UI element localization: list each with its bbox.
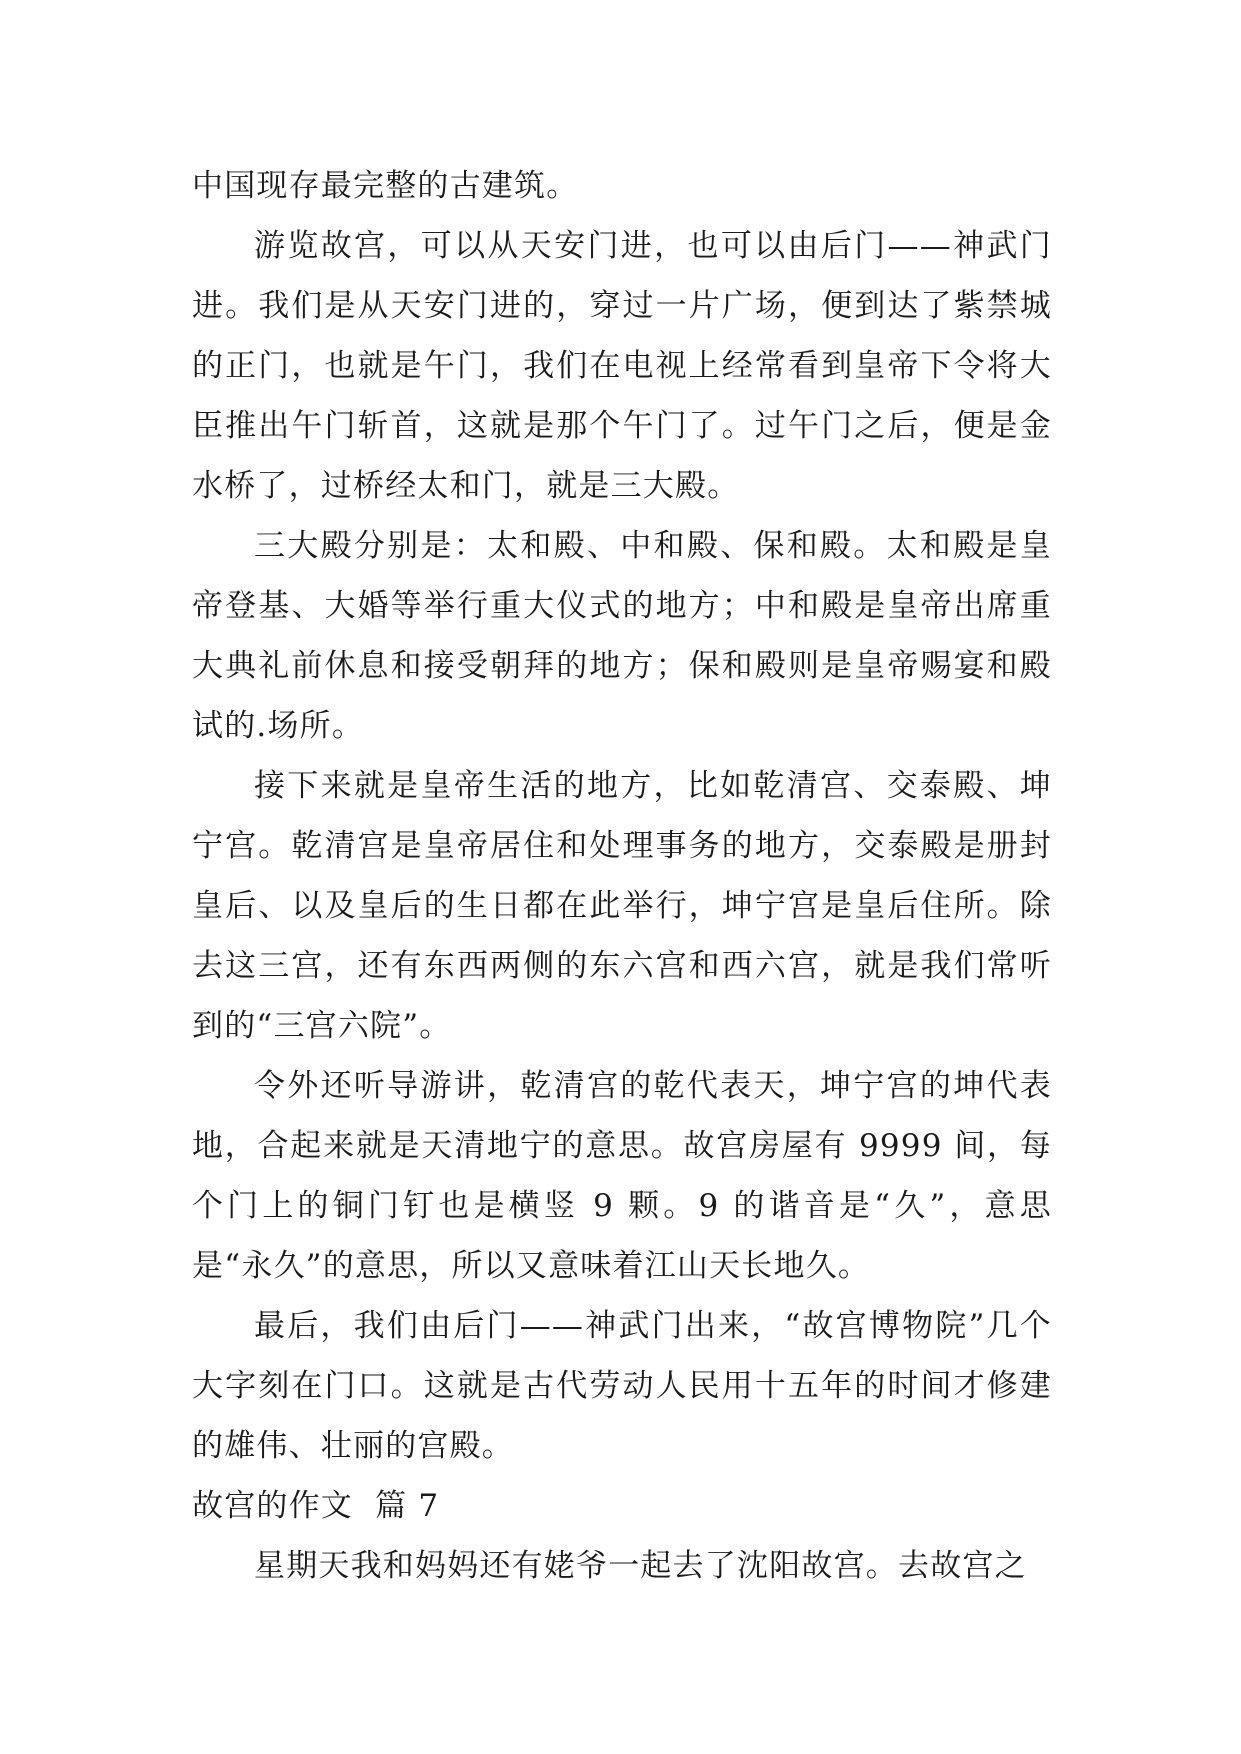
section-heading: 故宫的作文 篇 7: [192, 1488, 440, 1524]
paragraph-5: 令外还听导游讲，乾清宫的乾代表天，坤宁宫的坤代表地，合起来就是天清地宁的意思。故宫房屋有 9999 间，每个门上的铜门钉也是横竖 9 颗。9 的谐音是“久”，意思是“永久”的意思，所以又意味着江山天长地久。: [192, 1068, 1052, 1284]
paragraph-2: 游览故宫，可以从天安门进，也可以由后门——神武门进。我们是从天安门进的，穿过一片广场，便到达了紫禁城的正门，也就是午门，我们在电视上经常看到皇帝下令将大臣推出午门斩首，这就是那个午门了。过午门之后，便是金水桥了，过桥经太和门，就是三大殿。: [192, 228, 1052, 504]
document-body: [192, 156, 1052, 1596]
paragraph-7: 星期天我和妈妈还有姥爷一起去了沈阳故宫。去故宫之: [254, 1548, 1027, 1584]
paragraph-4: 接下来就是皇帝生活的地方，比如乾清宫、交泰殿、坤宁宫。乾清宫是皇帝居住和处理事务的地方，交泰殿是册封皇后、以及皇后的生日都在此举行，坤宁宫是皇后住所。除去这三宫，还有东西两侧的东六宫和西六宫，就是我们常听到的“三宫六院”。: [192, 768, 1052, 1044]
paragraph-1: 中国现存最完整的古建筑。: [192, 168, 579, 204]
paragraph-6: 最后，我们由后门——神武门出来，“故宫博物院”几个大字刻在门口。这就是古代劳动人民用十五年的时间才修建的雄伟、壮丽的宫殿。: [192, 1308, 1052, 1464]
paragraph-3: 三大殿分别是：太和殿、中和殿、保和殿。太和殿是皇帝登基、大婚等举行重大仪式的地方；中和殿是皇帝出席重大典礼前休息和接受朝拜的地方；保和殿则是皇帝赐宴和殿试的.场所。: [192, 528, 1052, 744]
